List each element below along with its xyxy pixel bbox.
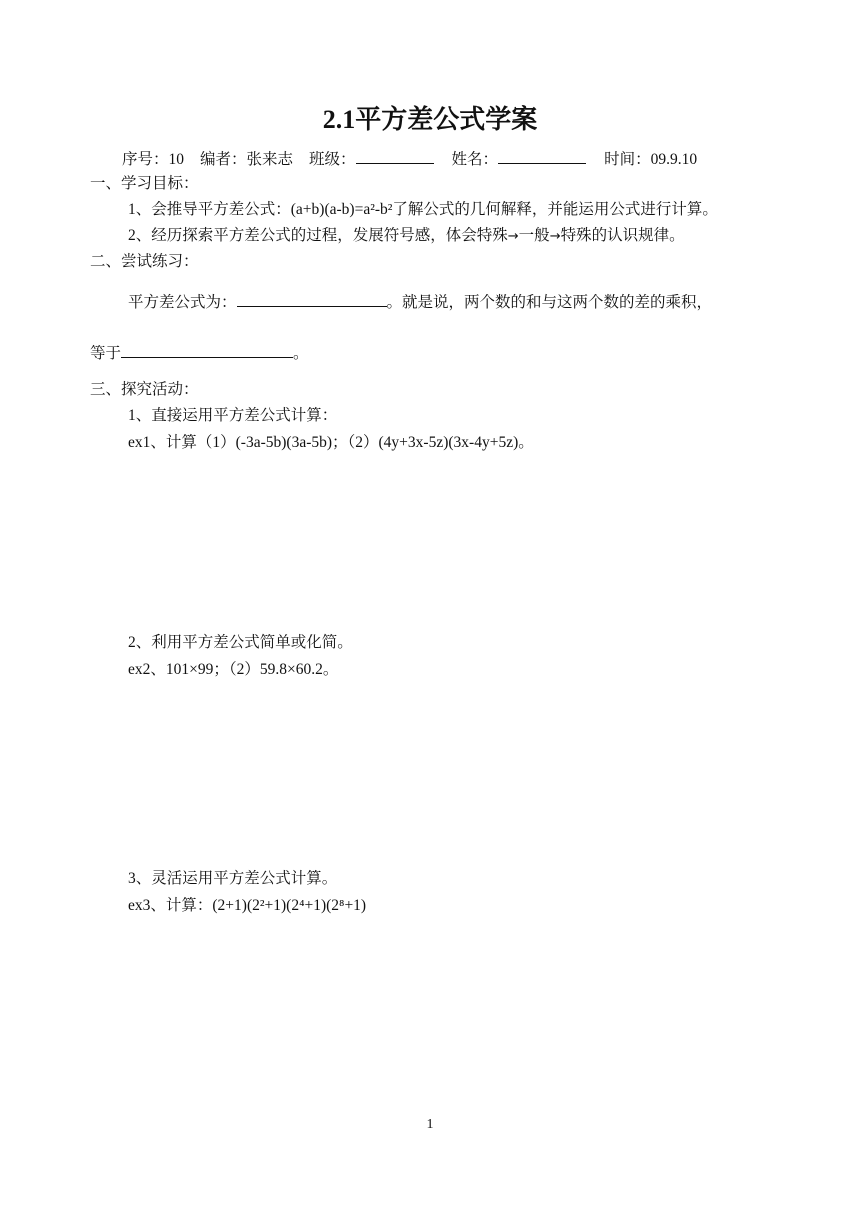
section-heading-goals: 一、学习目标： <box>90 175 199 192</box>
date-label: 时间：09.9.10 <box>604 151 698 168</box>
goal-2-part1: 2、经历探索平方差公式的过程，发展符号感，体会特殊 <box>128 227 508 244</box>
goal-1-formula: (a+b)(a-b)=a²-b² <box>290 201 393 218</box>
page-title: 2.1平方差公式学案 <box>322 105 538 134</box>
editor-label: 编者：张来志 <box>200 151 294 168</box>
goal-item-1 <box>128 201 718 220</box>
explore-item-1: 1、直接运用平方差公式计算： <box>128 407 338 424</box>
class-label: 班级： <box>309 151 356 168</box>
explore-item-3: 3、灵活运用平方差公式计算。 <box>128 870 338 887</box>
section-heading-practice: 二、尝试练习： <box>90 253 199 270</box>
goal-1-suffix: 了解公式的几何解释，并能运用公式进行计算。 <box>392 201 718 218</box>
formula-blank[interactable] <box>237 291 387 307</box>
class-blank[interactable] <box>356 148 434 164</box>
name-label: 姓名： <box>451 151 499 168</box>
arrow-icon: → <box>549 229 561 244</box>
goal-2-part2: 一般 <box>518 227 550 244</box>
explore-item-2: 2、利用平方差公式简单或化简。 <box>128 634 353 651</box>
arrow-icon: → <box>507 229 519 244</box>
exercise-1: ex1、计算（1）(-3a-5b)(3a-5b)；（2）(4y+3x-5z)(3x-4y+5z)。 <box>128 434 534 451</box>
info-line <box>122 148 697 170</box>
practice-suffix: 。就是说，两个数的和与这两个数的差的乘积， <box>386 294 713 311</box>
practice-line-2-prefix: 等于 <box>90 345 122 362</box>
serial-label: 序号：10 <box>122 151 185 168</box>
practice-line-2-suffix: 。 <box>293 345 309 362</box>
practice-line-2 <box>90 342 309 364</box>
answer-blank[interactable] <box>121 342 293 358</box>
practice-line-1 <box>128 291 712 313</box>
practice-prefix: 平方差公式为： <box>128 294 237 311</box>
goal-2-part3: 特殊的认识规律。 <box>560 227 685 244</box>
exercise-3: ex3、计算：(2+1)(2²+1)(2⁴+1)(2⁸+1) <box>128 897 367 914</box>
exercise-2: ex2、101×99；（2）59.8×60.2。 <box>128 661 339 678</box>
goal-1-prefix: 1、会推导平方差公式： <box>128 201 291 218</box>
section-heading-explore: 三、探究活动： <box>90 381 199 398</box>
name-blank[interactable] <box>498 148 586 164</box>
goal-item-2 <box>128 227 685 246</box>
page-number: 1 <box>426 1117 434 1132</box>
